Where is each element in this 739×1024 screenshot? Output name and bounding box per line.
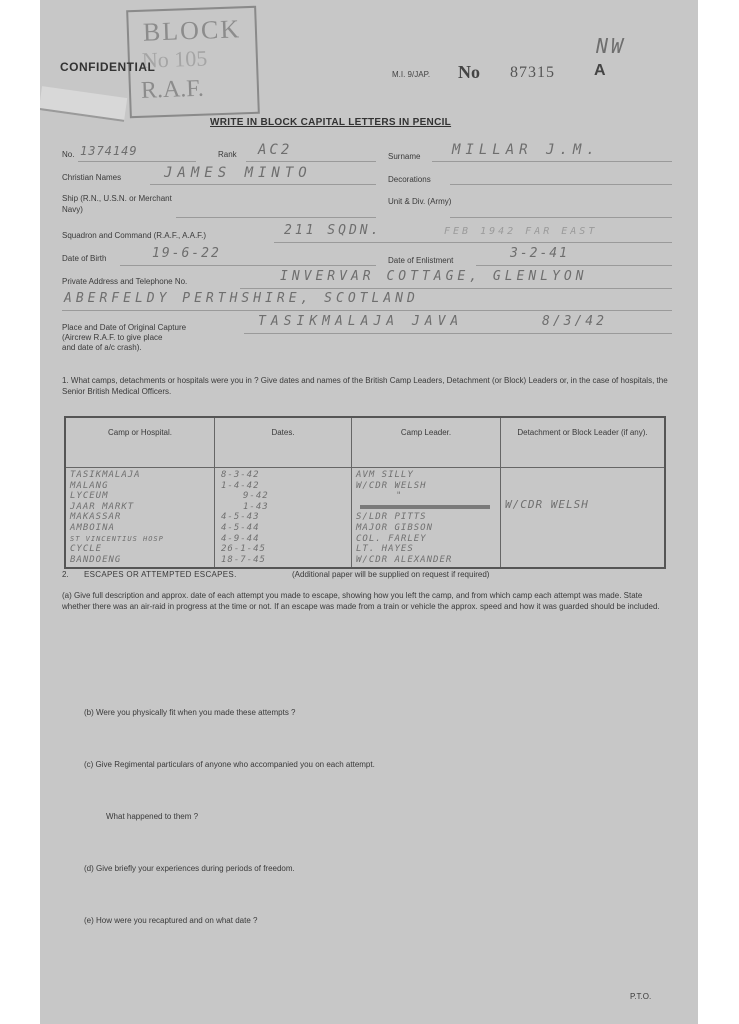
dates-column (215, 468, 352, 569)
col-leader-header: Camp Leader. (352, 417, 501, 468)
no-label: No. (62, 150, 75, 159)
date-entry: 1-4-42 (221, 480, 260, 491)
col-camp-header: Camp or Hospital. (65, 417, 215, 468)
squadron-extra-value: FEB 1942 FAR EAST (444, 226, 598, 237)
confidential-label: CONFIDENTIAL (60, 60, 156, 74)
address-line-2: ABERFELDY PERTHSHIRE, SCOTLAND (64, 291, 419, 306)
camp-entry: MAKASSAR (70, 512, 122, 523)
detachment-column (501, 468, 666, 569)
date-entry: 26-1-45 (221, 544, 266, 555)
capture-label: Place and Date of Original Capture (62, 323, 187, 332)
date-entry: 4-9-44 (221, 533, 260, 544)
date-entry: 8-3-42 (221, 470, 260, 480)
unit-label: Unit & Div. (Army) (388, 197, 452, 206)
capture-date-value: 8/3/42 (542, 314, 607, 329)
capture-note-1: (Aircrew R.A.F. to give place (62, 333, 163, 342)
leader-entry: MAJOR GIBSON (356, 522, 434, 533)
christian-names-label: Christian Names (62, 173, 122, 182)
escapes-question-b: (b) Were you physically fit when you made these attempts ? (84, 708, 296, 717)
rank-value: AC2 (258, 142, 293, 158)
stamp-line-1: BLOCK (142, 14, 242, 47)
date-entry: 4-5-44 (221, 522, 260, 533)
escapes-heading: ESCAPES OR ATTEMPTED ESCAPES. (84, 570, 237, 579)
decorations-label: Decorations (388, 175, 431, 184)
stamp-line-3: R.A.F. (140, 75, 205, 104)
rank-label: Rank (218, 150, 237, 159)
date-entry: 1-43 (243, 501, 269, 512)
date-entry: 4-5-43 (221, 512, 260, 523)
camps-column (65, 468, 215, 569)
address-label: Private Address and Telephone No. (62, 277, 188, 286)
enlistment-label: Date of Enlistment (388, 256, 454, 265)
dob-label: Date of Birth (62, 254, 107, 263)
camp-entry: JAAR MARKT (70, 501, 135, 512)
number-sign: No (458, 62, 480, 82)
instruction-heading: WRITE IN BLOCK CAPITAL LETTERS IN PENCIL (210, 117, 452, 128)
escapes-question-c: (c) Give Regimental particulars of anyone who accompanied you on each attempt. (84, 760, 375, 769)
form-reference: M.I. 9/JAP. (392, 70, 431, 79)
camps-table (64, 416, 666, 569)
escapes-question-a: (a) Give full description and approx. date of each attempt you made to escape, showing how you left the camp, and from which camp each attempt was made. State whether there was an air-raid in progress at the time or not. If an escape was made from a train or vehicle the approx. speed and how it was guarded should be included. (62, 591, 660, 611)
address-line-1: INVERVAR COTTAGE, GLENLYON (280, 269, 588, 284)
torn-corner (40, 86, 127, 122)
date-entry: 18-7-45 (221, 554, 266, 565)
squadron-label: Squadron and Command (R.A.F., A.A.F.) (62, 231, 207, 240)
christian-names-value: JAMES MINTO (164, 165, 312, 181)
date-entry: 9-42 (243, 491, 269, 502)
surname-value: MILLAR J.M. (452, 142, 600, 158)
stamp-line-2: No 105 (141, 45, 208, 73)
escapes-question-d: (d) Give briefly your experiences during periods of freedom. (84, 864, 295, 873)
col-detachment-header: Detachment or Block Leader (if any). (501, 417, 666, 468)
camp-entry: TASIKMALAJA (70, 470, 141, 480)
leader-entry: " (396, 491, 403, 502)
col-dates-header: Dates. (215, 417, 352, 468)
question-1: 1. What camps, detachments or hospitals were you in ? Give dates and names of the British Camp Leaders, Detachment (or Block) Leaders or, in the case of hospitals, the Senior British Medical Officers. (62, 376, 668, 396)
leader-entry: COL. FARLEY (356, 533, 427, 544)
camp-entry: LYCEUM (70, 491, 109, 502)
squadron-value: 211 SQDN. (284, 223, 382, 238)
camp-entry: MALANG (70, 480, 109, 491)
escapes-heading-note: (Additional paper will be supplied on request if required) (292, 570, 490, 579)
capture-place-value: TASIKMALAJA JAVA (258, 314, 464, 329)
camp-entry: AMBOINA (70, 522, 115, 533)
ship-label: Ship (R.N., U.S.N. or Merchant Navy) (62, 194, 172, 214)
detachment-entry: W/CDR WELSH (505, 498, 589, 511)
capture-note-2: and date of a/c crash). (62, 343, 142, 352)
camp-entry: ST VINCENTIUS HOSP (70, 534, 164, 543)
escapes-number: 2. (62, 570, 69, 579)
corner-annotation: NW (596, 34, 627, 58)
leader-entry: W/CDR WELSH (356, 480, 427, 491)
pto-label: P.T.O. (630, 992, 652, 1001)
escapes-question-c2: What happened to them ? (106, 812, 199, 821)
form-suffix: A (594, 62, 606, 79)
leader-entry: W/CDR ALEXANDER (356, 554, 453, 565)
leader-entry-struck (356, 502, 496, 513)
dob-value: 19-6-22 (152, 246, 221, 261)
leader-entry: AVM SILLY (356, 470, 414, 480)
leader-entry: LT. HAYES (356, 544, 414, 555)
leader-entry: S/LDR PITTS (356, 512, 427, 523)
leaders-column (352, 468, 501, 569)
form-sheet (40, 0, 698, 1024)
camp-entry: BANDOENG (70, 554, 122, 565)
enlistment-value: 3-2-41 (510, 246, 569, 261)
form-serial-number: 87315 (510, 64, 555, 81)
escapes-question-e: (e) How were you recaptured and on what date ? (84, 916, 258, 925)
surname-label: Surname (388, 152, 421, 161)
service-number-value: 1374149 (80, 144, 138, 158)
camp-entry: CYCLE (70, 544, 103, 555)
